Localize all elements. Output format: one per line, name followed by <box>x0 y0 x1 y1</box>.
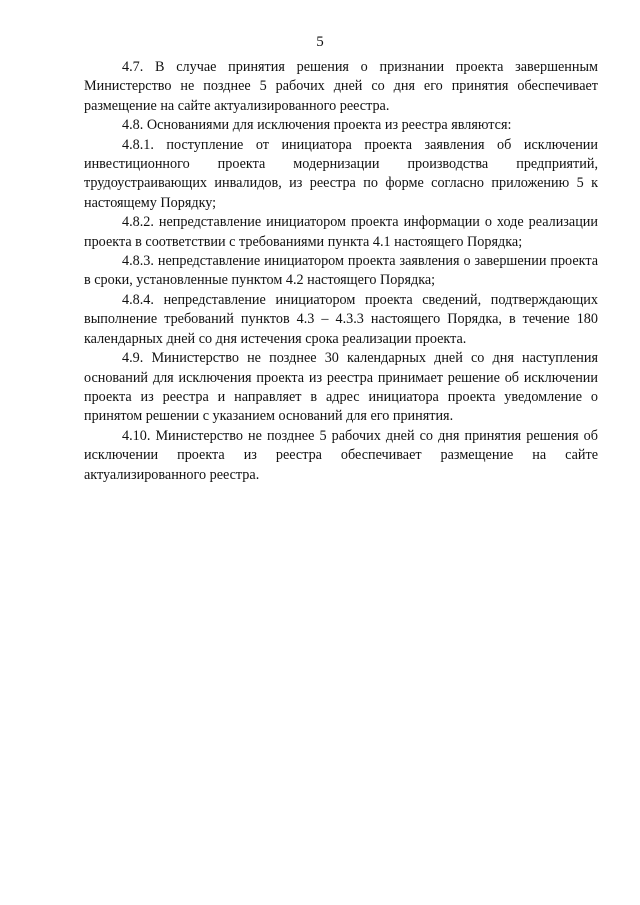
paragraph-4-8-2: 4.8.2. непредставление инициатором проекта информации о ходе реализации проекта в соответствии с требованиями пункта 4.1 настоящего Порядка; <box>84 214 598 250</box>
paragraph-4-8-4: 4.8.4. непредставление инициатором проекта сведений, подтверждающих выполнение требований пунктов 4.3 – 4.3.3 настоящего Порядка, в течение 180 календарных дней со дня истечения срока реализации проекта. <box>84 291 598 347</box>
paragraph-4-7: 4.7. В случае принятия решения о признании проекта завершенным Министерство не позднее 5 рабочих дней со дня его принятия обеспечивает размещение на сайте актуализированного реестра. <box>84 59 598 114</box>
document-body <box>84 58 598 485</box>
paragraph-4-8: 4.8. Основаниями для исключения проекта из реестра являются: <box>122 117 512 134</box>
paragraph-4-10: 4.10. Министерство не позднее 5 рабочих дней со дня принятия решения об исключении проекта из реестра обеспечивает размещение на сайте актуализированного реестра. <box>84 427 598 483</box>
paragraph-4-8-3: 4.8.3. непредставление инициатором проекта заявления о завершении проекта в сроки, установленные пунктом 4.2 настоящего Порядка; <box>84 253 598 289</box>
paragraph-4-9: 4.9. Министерство не позднее 30 календарных дней со дня наступления оснований для исключения проекта из реестра принимает решение об исключении проекта из реестра и направляет в адрес инициатора проекта уведомление о принятом решении с указанием оснований для его принятия. <box>84 350 598 425</box>
paragraph-4-8-1: 4.8.1. поступление от инициатора проекта заявления об исключении инвестиционного проекта модернизации производства предприятий, трудоустраивающих инвалидов, из реестра по форме согласно приложению 5 к настоящему Порядку; <box>84 136 598 211</box>
page-number: 5 <box>316 34 324 50</box>
